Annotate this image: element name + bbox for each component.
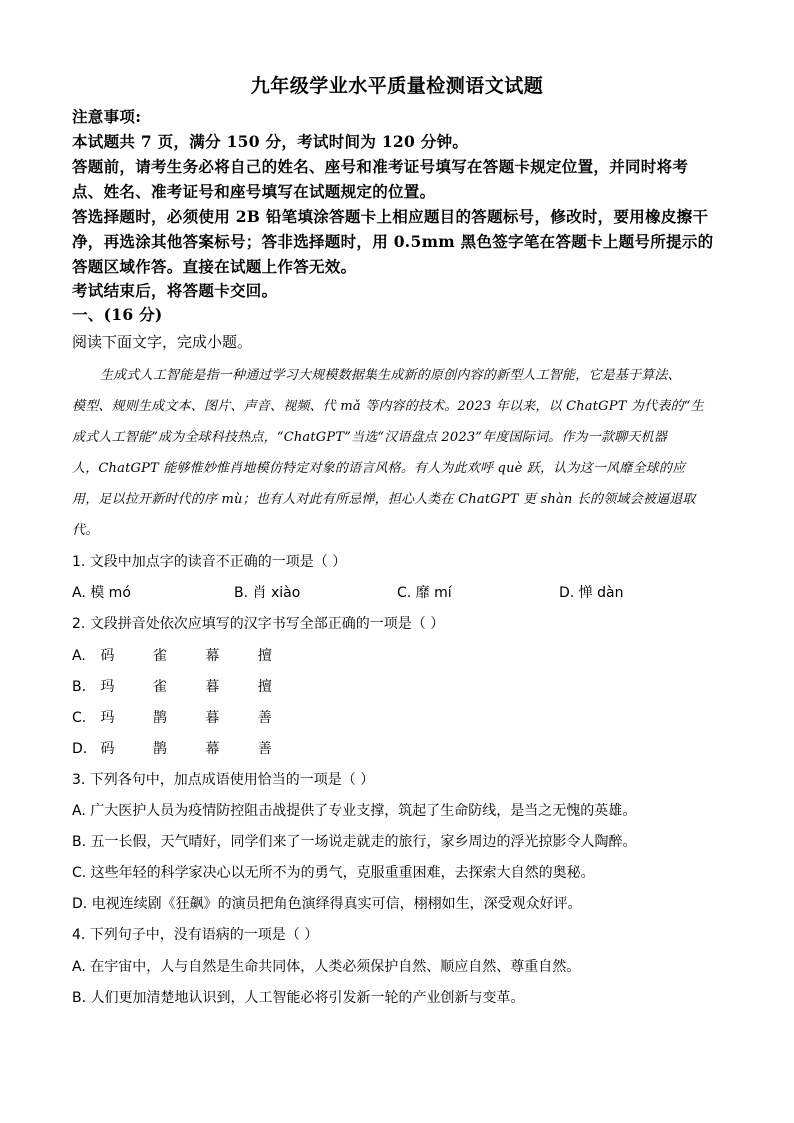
notice-heading: 注意事项: <box>72 107 142 126</box>
question-2-stem: 2. 文段拼音处依次应填写的汉字书写全部正确的一项是（ ） <box>72 616 445 632</box>
q3-option-c: C. 这些年轻的科学家决心以无所不为的勇气，克服重重困难，去探索大自然的奥秘。 <box>72 865 595 881</box>
question-1-stem: 1. 文段中加点字的读音不正确的一项是（ ） <box>72 554 347 570</box>
notice-line: 净，再选涂其他答案标号；答非选择题时，用 0.5mm 黑色签字笔在答题卡上题号所提示的 <box>72 232 714 251</box>
passage-line: 生成式人工智能是指一种通过学习大规模数据集生成新的原创内容的新型人工智能，它是基于算法、 <box>100 368 681 383</box>
passage-line: 用，足以拉开新时代的序 mù；也有人对此有所忌惮，担心人类在 ChatGPT 更 shàn 长的领域会被逼退取 <box>72 492 696 507</box>
option-char: 玛 <box>100 679 115 695</box>
q3-option-d: D. 电视连续剧《狂飙》的演员把角色演绎得真实可信，栩栩如生，深受观众好评。 <box>72 896 582 912</box>
notice-line: 考试结束后，将答题卡交回。 <box>72 281 278 300</box>
notice-line: 答选择题时，必须使用 2B 铅笔填涂答题卡上相应题目的答题标号，修改时，要用橡皮擦干 <box>72 207 709 226</box>
notice-line: 点、姓名、准考证号和座号填写在试题规定的位置。 <box>72 182 436 201</box>
q4-option-b: B. 人们更加清楚地认识到，人工智能必将引发新一轮的产业创新与变革。 <box>72 990 525 1006</box>
option-char: 鹊 <box>152 710 167 726</box>
option-char: 暮 <box>205 679 220 695</box>
q1-option-c: C. 靡 mí <box>397 585 452 601</box>
passage-line: 成式人工智能”成为全球科技热点，“ChatGPT”当选“汉语盘点 2023”年度国际词。作为一款聊天机器 <box>72 430 667 445</box>
option-char: 码 <box>100 648 115 664</box>
passage-line: 代。 <box>72 523 99 538</box>
option-label: A. <box>72 648 86 664</box>
option-char: 鹊 <box>152 741 167 757</box>
option-char: 暮 <box>205 710 220 726</box>
q2-option-a <box>72 645 306 665</box>
section-heading: 一、(16 分) <box>72 305 163 324</box>
option-char: 雀 <box>152 648 167 664</box>
instruction-text: 阅读下面文字，完成小题。 <box>72 333 253 351</box>
option-char: 擅 <box>257 679 272 695</box>
q1-option-d: D. 惮 dàn <box>559 585 624 601</box>
option-label: B. <box>72 679 87 695</box>
question-3-stem: 3. 下列各句中，加点成语使用恰当的一项是（ ） <box>72 772 375 788</box>
option-char: 擅 <box>257 648 272 664</box>
option-char: 玛 <box>100 710 115 726</box>
passage-line: 人，ChatGPT 能够惟妙惟肖地模仿特定对象的语言风格。有人为此欢呼 què 跃，认为这一风靡全球的应 <box>72 461 686 476</box>
option-label: D. <box>72 741 88 757</box>
option-char: 善 <box>257 710 272 726</box>
q1-option-a: A. 模 mó <box>72 585 131 601</box>
option-label: C. <box>72 710 87 726</box>
page-title: 九年级学业水平质量检测语文试题 <box>250 75 544 97</box>
q2-option-b <box>72 676 306 696</box>
option-char: 码 <box>100 741 115 757</box>
notice-line: 本试题共 7 页，满分 150 分，考试时间为 120 分钟。 <box>72 132 469 151</box>
option-char: 幕 <box>205 648 220 664</box>
option-char: 幕 <box>205 741 220 757</box>
notice-line: 答题前，请考生务必将自己的姓名、座号和准考证号填写在答题卡规定位置，并同时将考 <box>72 157 689 176</box>
question-4-stem: 4. 下列句子中，没有语病的一项是（ ） <box>72 927 319 943</box>
option-char: 雀 <box>152 679 167 695</box>
q2-option-c <box>72 707 306 727</box>
q2-option-d <box>72 738 306 758</box>
q3-option-b: B. 五一长假，天气晴好，同学们来了一场说走就走的旅行，家乡周边的浮光掠影令人陶醉。 <box>72 834 637 850</box>
q1-option-b: B. 肖 xiào <box>234 585 301 601</box>
q4-option-a: A. 在宇宙中，人与自然是生命共同体，人类必须保护自然、顺应自然、尊重自然。 <box>72 959 581 975</box>
q3-option-a: A. 广大医护人员为疫情防控阻击战提供了专业支撑，筑起了生命防线，是当之无愧的英雄。 <box>72 803 637 819</box>
option-char: 善 <box>257 741 272 757</box>
notice-line: 答题区域作答。直接在试题上作答无效。 <box>72 257 357 276</box>
passage-line: 模型、规则生成文本、图片、声音、视频、代 mǎ 等内容的技术。2023 年以来，以 ChatGPT 为代表的“生 <box>72 399 704 414</box>
